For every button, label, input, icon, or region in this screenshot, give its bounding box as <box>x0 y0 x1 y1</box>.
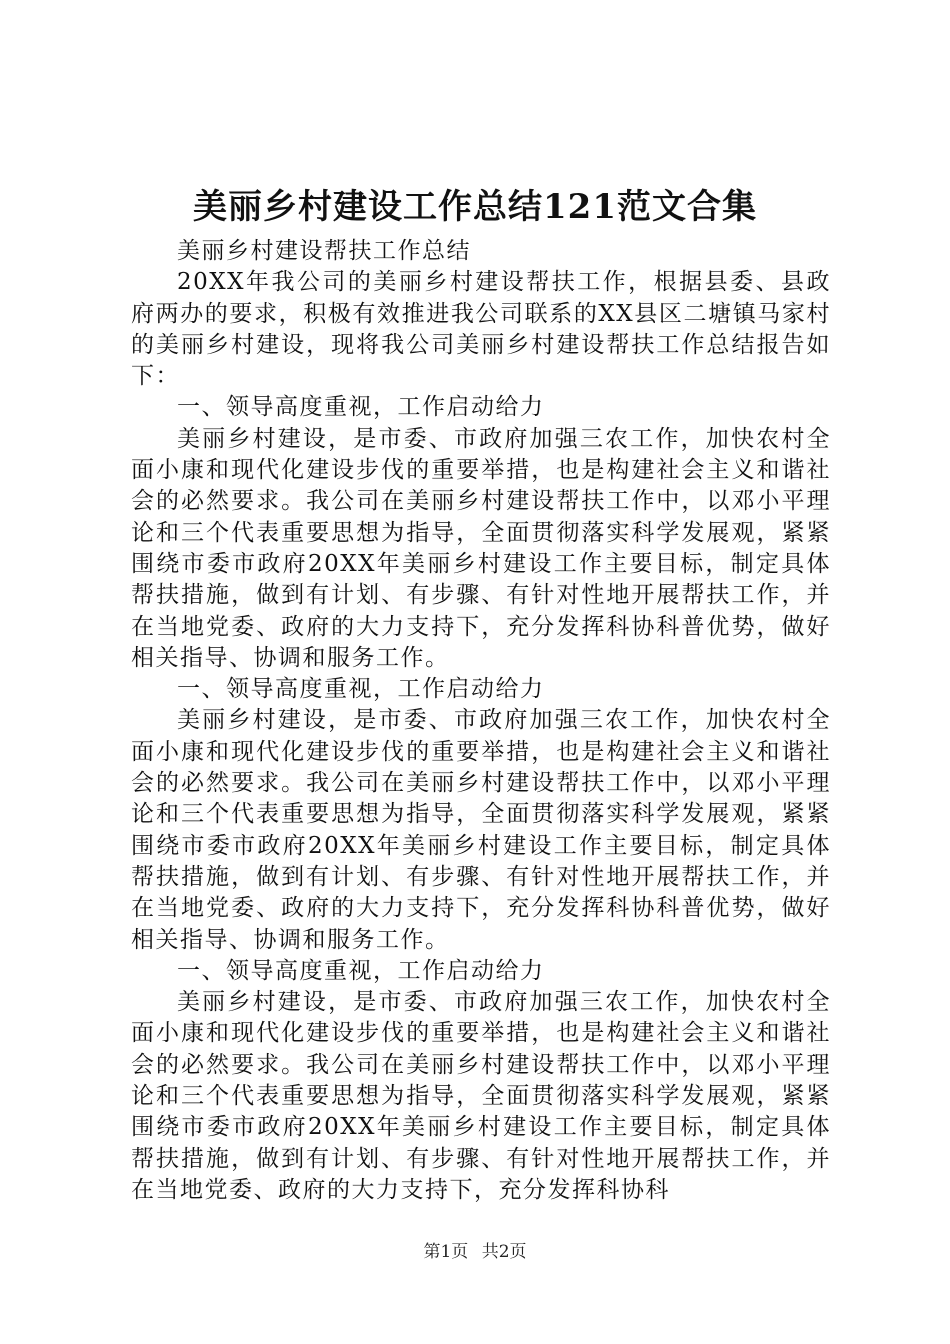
body-paragraph: 20XX年我公司的美丽乡村建设帮扶工作，根据县委、县政府两办的要求，积极有效推进我公司联系的XX县区二塘镇马家村的美丽乡村建设，现将我公司美丽乡村建设帮扶工作总结报告如下： <box>131 269 831 390</box>
section-heading: 一、领导高度重视，工作启动给力 <box>177 676 545 703</box>
body-paragraph: 美丽乡村建设，是市委、市政府加强三农工作，加快农村全面小康和现代化建设步伐的重要举措，也是构建社会主义和谐社会的必然要求。我公司在美丽乡村建设帮扶工作中，以邓小平理论和三个代表重要思想为指导，全面贯彻落实科学发展观，紧紧围绕市委市政府20XX年美丽乡村建设工作主要目标，制定具体帮扶措施，做到有计划、有步骤、有针对性地开展帮扶工作，并在当地党委、政府的大力支持下，充分发挥科协科普优势，做好相关指导、协调和服务工作。 <box>131 425 831 671</box>
document-title: 美丽乡村建设工作总结121范文合集 <box>193 187 757 227</box>
section-heading: 美丽乡村建设帮扶工作总结 <box>177 238 471 264</box>
section-heading: 一、领导高度重视，工作启动给力 <box>177 957 545 984</box>
page-number: 第1页 <box>423 1242 469 1262</box>
page-total: 共2页 <box>481 1242 527 1262</box>
body-paragraph: 美丽乡村建设，是市委、市政府加强三农工作，加快农村全面小康和现代化建设步伐的重要举措，也是构建社会主义和谐社会的必然要求。我公司在美丽乡村建设帮扶工作中，以邓小平理论和三个代表重要思想为指导，全面贯彻落实科学发展观，紧紧围绕市委市政府20XX年美丽乡村建设工作主要目标，制定具体帮扶措施，做到有计划、有步骤、有针对性地开展帮扶工作，并在当地党委、政府的大力支持下，充分发挥科协科普优势，做好相关指导、协调和服务工作。 <box>131 707 831 953</box>
body-paragraph: 美丽乡村建设，是市委、市政府加强三农工作，加快农村全面小康和现代化建设步伐的重要举措，也是构建社会主义和谐社会的必然要求。我公司在美丽乡村建设帮扶工作中，以邓小平理论和三个代表重要思想为指导，全面贯彻落实科学发展观，紧紧围绕市委市政府20XX年美丽乡村建设工作主要目标，制定具体帮扶措施，做到有计划、有步骤、有针对性地开展帮扶工作，并在当地党委、政府的大力支持下，充分发挥科协科 <box>131 989 831 1203</box>
section-heading: 一、领导高度重视，工作启动给力 <box>177 394 545 421</box>
page-footer <box>0 1240 950 1264</box>
document-body <box>131 236 831 1206</box>
